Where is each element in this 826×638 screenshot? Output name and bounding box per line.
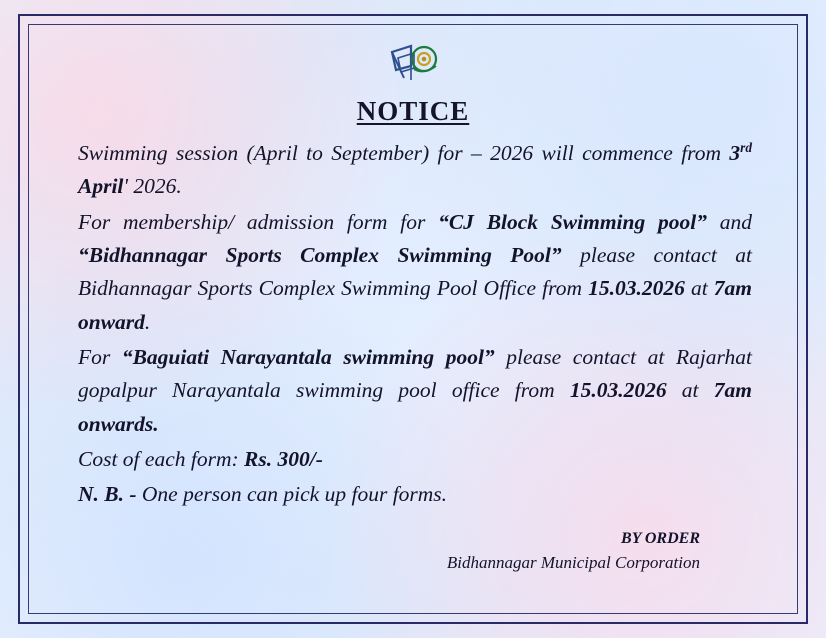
text-segment: “Bidhannagar Sports Complex Swimming Pool” bbox=[78, 242, 562, 267]
text-segment: N. B. - bbox=[78, 482, 137, 507]
text-segment: 15.03.2026 bbox=[569, 378, 667, 403]
text-segment: Rs. 300/- bbox=[244, 446, 323, 471]
text-segment: 15.03.2026 bbox=[588, 276, 685, 301]
page-title: NOTICE bbox=[356, 96, 470, 126]
paragraph-membership-forms bbox=[78, 206, 752, 339]
signoff-block bbox=[78, 527, 752, 575]
text-segment: 7am onward bbox=[78, 276, 752, 334]
by-order-label: BY ORDER bbox=[621, 530, 700, 548]
text-segment: please contact at Rajarhat gopalpur Narayantala swimming pool office from bbox=[78, 344, 753, 403]
text-segment: April bbox=[78, 174, 124, 199]
logo-container bbox=[40, 36, 786, 98]
text-segment: One person can pick up four forms. bbox=[136, 482, 448, 507]
paragraph-baguiati-pool bbox=[78, 341, 752, 441]
bidhannagar-municipal-emblem-icon bbox=[384, 36, 442, 94]
text-segment: ' 2026. bbox=[123, 174, 182, 199]
text-segment-superscript: rd bbox=[740, 139, 752, 155]
text-segment: at bbox=[684, 276, 714, 301]
text-segment: 3 bbox=[729, 141, 741, 165]
notice-body bbox=[40, 137, 786, 575]
text-segment: . bbox=[144, 309, 151, 334]
paragraph-form-cost bbox=[78, 443, 752, 476]
text-segment: and bbox=[706, 209, 753, 234]
text-segment: For membership/ admission form for bbox=[78, 209, 439, 234]
paragraph-note bbox=[78, 478, 752, 511]
text-segment: For bbox=[78, 344, 122, 369]
paragraph-session-announcement bbox=[78, 137, 752, 204]
text-segment: “CJ Block Swimming pool” bbox=[438, 209, 707, 234]
text-segment: please contact at Bidhannagar Sports Complex Swimming Pool Office from bbox=[78, 242, 752, 301]
text-segment: “Baguiati Narayantala swimming pool” bbox=[121, 344, 495, 369]
text-segment: Swimming session (April to September) for – 2026 will commence from bbox=[78, 141, 730, 165]
text-segment: 7am onwards. bbox=[78, 378, 752, 436]
issuing-authority: Bidhannagar Municipal Corporation bbox=[446, 552, 700, 572]
notice-content bbox=[40, 32, 786, 604]
text-segment: Cost of each form: bbox=[78, 446, 245, 471]
title-container bbox=[40, 96, 786, 127]
text-segment: at bbox=[666, 378, 714, 403]
